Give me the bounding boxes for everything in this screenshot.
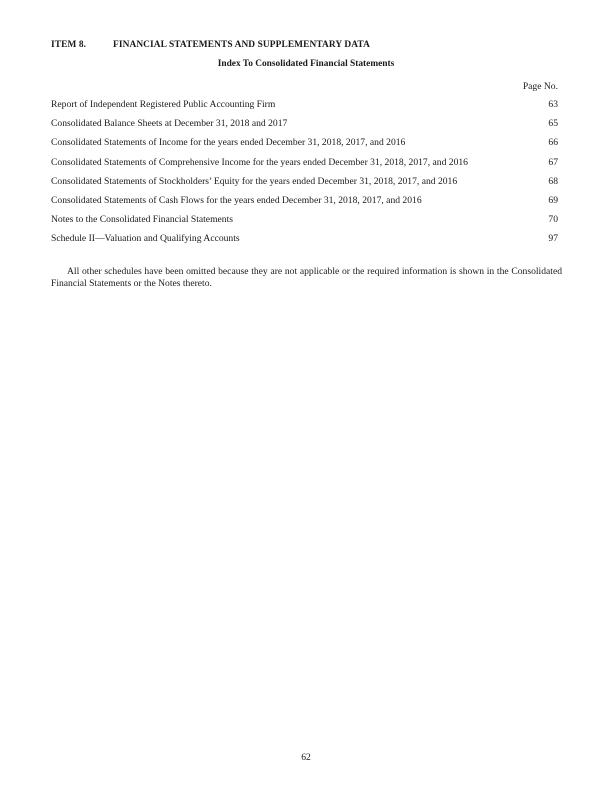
page-no-column-header: Page No. <box>522 81 558 92</box>
toc-row <box>51 195 558 214</box>
toc-entry-page: 70 <box>548 214 558 226</box>
toc-row <box>51 118 558 137</box>
toc-entry-title: Consolidated Statements of Cash Flows for the years ended December 31, 2018, 2017, and 2016 <box>51 194 422 206</box>
table-of-contents <box>51 99 558 253</box>
toc-row <box>51 137 558 156</box>
toc-entry-title: Notes to the Consolidated Financial Statements <box>51 214 233 226</box>
toc-entry-title: Consolidated Balance Sheets at December 31, 2018 and 2017 <box>51 118 288 130</box>
toc-entry-title: Consolidated Statements of Comprehensive Income for the years ended December 31, 2018, 2017, and 2016 <box>51 156 468 168</box>
toc-entry-page: 67 <box>548 156 558 168</box>
toc-entry-title: Schedule II—Valuation and Qualifying Accounts <box>51 233 240 245</box>
toc-entry-page: 63 <box>548 99 558 110</box>
toc-entry-page: 66 <box>548 137 558 149</box>
toc-row <box>51 176 558 195</box>
toc-entry-title: Consolidated Statements of Income for the years ended December 31, 2018, 2017, and 2016 <box>51 137 406 149</box>
toc-entry-page: 69 <box>548 194 558 206</box>
item-heading <box>51 40 370 50</box>
toc-entry-page: 65 <box>548 118 558 130</box>
toc-row <box>51 157 558 176</box>
item-number: ITEM 8. <box>51 40 87 50</box>
toc-entry-title: Report of Independent Registered Public Accounting Firm <box>51 99 276 110</box>
toc-row <box>51 214 558 233</box>
toc-row <box>51 233 558 252</box>
item-title: FINANCIAL STATEMENTS AND SUPPLEMENTARY DATA <box>113 40 370 50</box>
index-title: Index To Consolidated Financial Statements <box>217 59 395 69</box>
footer-page-number: 62 <box>301 752 311 763</box>
toc-entry-page: 68 <box>548 175 558 187</box>
toc-entry-title: Consolidated Statements of Stockholders’ Equity for the years ended December 31, 2018, 2017, and 2016 <box>51 175 458 187</box>
omitted-schedules-note: All other schedules have been omitted because they are not applicable or the required information is shown in the Consolidated Financial Statements or the Notes thereto. <box>51 265 562 289</box>
toc-entry-page: 97 <box>548 233 558 245</box>
toc-row <box>51 99 558 118</box>
